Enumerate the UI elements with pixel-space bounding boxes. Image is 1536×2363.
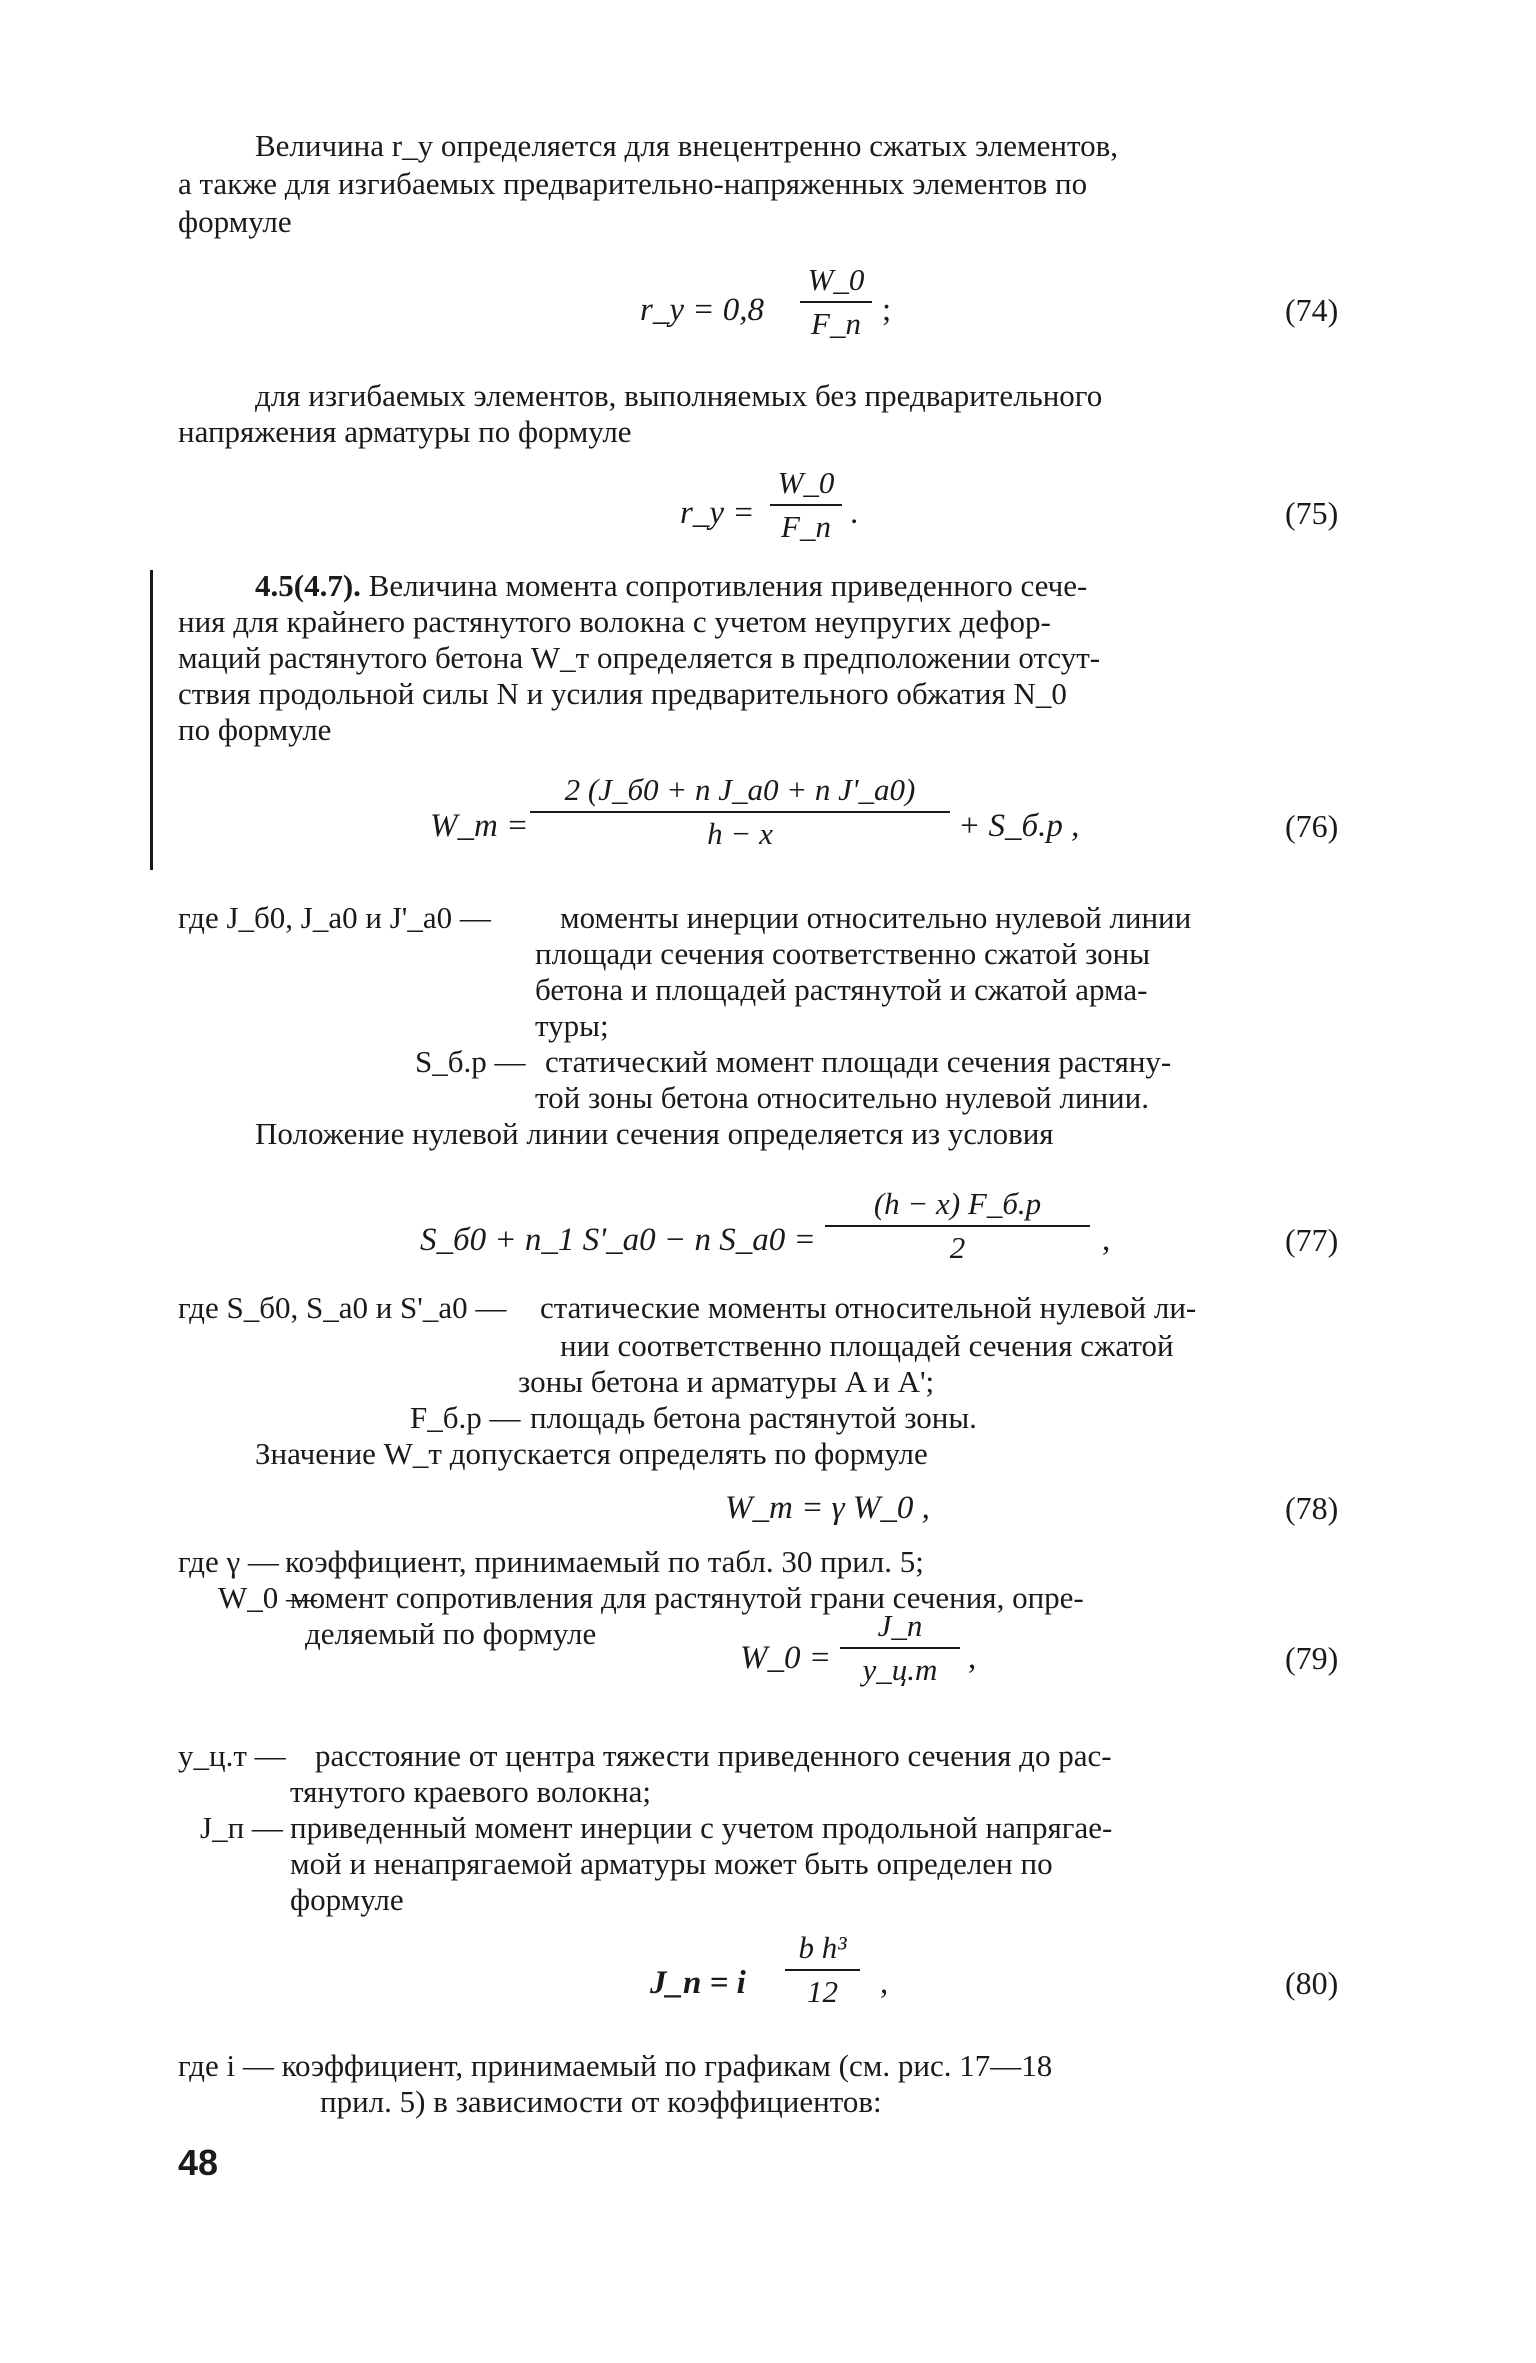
eq75-number: (75) bbox=[1285, 495, 1339, 531]
eq75-tail: . bbox=[850, 495, 859, 531]
eq79-lhs: W_0 = bbox=[740, 1640, 832, 1676]
where77-def-1-line-2: нии соответственно площадей сечения сжатой bbox=[560, 1328, 1174, 1363]
eq79-number: (79) bbox=[1285, 1640, 1339, 1676]
section-line-4: ствия продольной силы N и усилия предварительного обжатия N_0 bbox=[178, 676, 1067, 711]
eq74-number: (74) bbox=[1285, 292, 1339, 328]
where77-term-1: где S_б0, S_а0 и S'_а0 — bbox=[178, 1290, 507, 1325]
page-number: 48 bbox=[178, 2142, 219, 2183]
eq80-numerator: b h³ bbox=[798, 1930, 847, 1965]
eq75-lhs: r_y = bbox=[680, 495, 755, 531]
eq79-fraction bbox=[840, 1608, 960, 1688]
where76-def-1-line-4: туры; bbox=[535, 1008, 609, 1043]
para3: Положение нулевой линии сечения определяется из условия bbox=[255, 1116, 1054, 1151]
final-line-2: прил. 5) в зависимости от коэффициентов: bbox=[320, 2084, 882, 2119]
where78-term-2: W_0 — bbox=[218, 1580, 318, 1615]
eq74-fraction bbox=[800, 262, 872, 342]
eq77-fraction bbox=[825, 1186, 1090, 1266]
eq77-numerator: (h − x) F_б.р bbox=[873, 1186, 1042, 1221]
eq76-numerator: 2 (J_б0 + n J_а0 + n J'_а0) bbox=[564, 772, 916, 807]
where76-def-2-line-2: той зоны бетона относительно нулевой линии. bbox=[535, 1080, 1149, 1115]
fraction-bar bbox=[840, 1647, 960, 1649]
eq77-tail: , bbox=[1102, 1222, 1111, 1258]
eq74-denominator: F_п bbox=[811, 306, 861, 341]
para1-line-3: формуле bbox=[178, 204, 292, 239]
eq76-lhs: W_т = bbox=[430, 808, 529, 844]
eq80-tail: , bbox=[880, 1965, 889, 2001]
where76-def-2-line-1: статический момент площади сечения растяну- bbox=[545, 1044, 1172, 1079]
eq79-numerator: J_п bbox=[877, 1608, 923, 1643]
eq77-lhs: S_б0 + n_1 S'_а0 − n S_а0 = bbox=[420, 1222, 816, 1258]
section-line-5: по формуле bbox=[178, 712, 332, 747]
section-line-1 bbox=[255, 568, 1087, 604]
where78-def-2-line-1: момент сопротивления для растянутой грани сечения, опре- bbox=[290, 1580, 1084, 1615]
eq74-numerator: W_0 bbox=[807, 262, 865, 297]
where79-def-2-line-1: приведенный момент инерции с учетом продольной напрягае- bbox=[290, 1810, 1113, 1845]
where78-def-1-line-1: коэффициент, принимаемый по табл. 30 прил. 5; bbox=[285, 1544, 924, 1579]
final-line-1: где i — коэффициент, принимаемый по графикам (см. рис. 17—18 bbox=[178, 2048, 1053, 2083]
where79-term-1: y_ц.т — bbox=[178, 1738, 286, 1773]
where76-def-1-line-2: площади сечения соответственно сжатой зоны bbox=[535, 936, 1151, 971]
section-number: 4.5(4.7). bbox=[255, 568, 361, 603]
para2-line-2: напряжения арматуры по формуле bbox=[178, 414, 632, 449]
section-text: Величина момента сопротивления приведенного сече- bbox=[368, 568, 1088, 603]
eq80-number: (80) bbox=[1285, 1965, 1339, 2001]
change-bar bbox=[150, 570, 153, 870]
fraction-bar bbox=[800, 301, 872, 303]
where76-def-1-line-3: бетона и площадей растянутой и сжатой арма- bbox=[535, 972, 1148, 1007]
where79-def-2-line-3: формуле bbox=[290, 1882, 404, 1917]
eq80-lhs: J_п = i bbox=[650, 1965, 746, 2001]
eq78-number: (78) bbox=[1285, 1490, 1339, 1526]
section-line-2: ния для крайнего растянутого волокна с учетом неупругих дефор- bbox=[178, 604, 1051, 639]
eq75-fraction bbox=[770, 465, 842, 545]
where76-term-1: где J_б0, J_а0 и J'_а0 — bbox=[178, 900, 491, 935]
eq76-tail: + S_б.р , bbox=[958, 808, 1080, 844]
fraction-bar bbox=[770, 504, 842, 506]
para1-line-1: Величина r_y определяется для внецентренно сжатых элементов, bbox=[255, 128, 1119, 163]
para2-line-1: для изгибаемых элементов, выполняемых без предварительного bbox=[255, 378, 1103, 413]
fraction-bar bbox=[530, 811, 950, 813]
where77-def-2-line-1: площадь бетона растянутой зоны. bbox=[530, 1400, 977, 1435]
where79-term-2: J_п — bbox=[200, 1810, 283, 1845]
eq75-denominator: F_п bbox=[781, 509, 831, 544]
where79-def-2-line-2: мой и ненапрягаемой арматуры может быть определен по bbox=[290, 1846, 1053, 1881]
fraction-bar bbox=[825, 1225, 1090, 1227]
where77-term-2: F_б.р — bbox=[410, 1400, 521, 1435]
eq74-lhs: r_y = 0,8 bbox=[640, 292, 765, 328]
where78-term-1: где γ — bbox=[178, 1544, 279, 1579]
where76-term-2: S_б.р — bbox=[415, 1044, 526, 1079]
eq79-tail: , bbox=[968, 1640, 977, 1676]
section-line-3: маций растянутого бетона W_т определяется в предположении отсут- bbox=[178, 640, 1101, 675]
eq80-fraction bbox=[785, 1930, 860, 2010]
where77-def-1-line-1: статические моменты относительной нулевой ли- bbox=[540, 1290, 1197, 1325]
where78-def-2-line-2: деляемый по формуле bbox=[305, 1616, 597, 1651]
eq74-tail: ; bbox=[882, 292, 892, 328]
where76-def-1-line-1: моменты инерции относительно нулевой линии bbox=[560, 900, 1192, 935]
eq78-expr: W_т = γ W_0 , bbox=[725, 1490, 930, 1526]
eq80-denominator: 12 bbox=[807, 1974, 838, 2009]
eq76-denominator: h − x bbox=[707, 816, 773, 851]
eq77-number: (77) bbox=[1285, 1222, 1339, 1258]
eq76-number: (76) bbox=[1285, 808, 1339, 844]
fraction-bar bbox=[785, 1969, 860, 1971]
where77-def-1-line-3: зоны бетона и арматуры A и A'; bbox=[518, 1364, 935, 1399]
eq79-denominator: y_ц.т bbox=[862, 1652, 938, 1687]
eq75-numerator: W_0 bbox=[777, 465, 835, 500]
eq77-denominator: 2 bbox=[949, 1230, 966, 1265]
para1-line-2: а также для изгибаемых предварительно-напряженных элементов по bbox=[178, 166, 1088, 201]
where79-def-1-line-2: тянутого краевого волокна; bbox=[290, 1774, 652, 1809]
eq76-fraction bbox=[530, 772, 950, 852]
where79-def-1-line-1: расстояние от центра тяжести приведенного сечения до рас- bbox=[315, 1738, 1112, 1773]
para4: Значение W_т допускается определять по формуле bbox=[255, 1436, 928, 1471]
